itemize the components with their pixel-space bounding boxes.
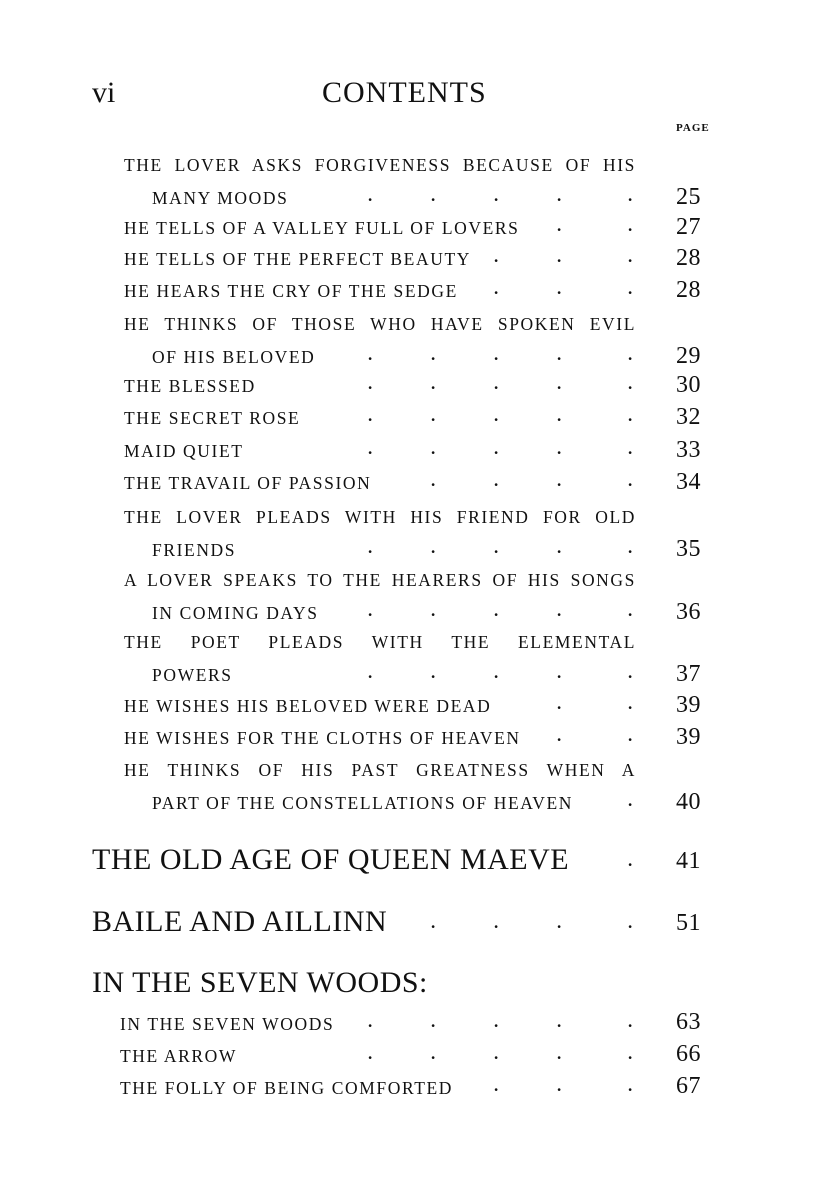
- entry-page-number: 28: [676, 277, 701, 303]
- entry-page-number: 30: [676, 372, 701, 398]
- sub-entry-title: IN THE SEVEN WOODS: [120, 1014, 335, 1034]
- entry-page-number: 37: [676, 660, 701, 687]
- entry-page-number: 34: [676, 469, 701, 495]
- entry-title: THE TRAVAIL OF PASSION: [124, 473, 372, 493]
- entry-title-continuation: MANY MOODS: [152, 187, 289, 208]
- entry-title: HE TELLS OF THE PERFECT BEAUTY: [124, 249, 471, 269]
- entry-title: HE THINKS OF HIS PAST GREATNESS WHEN A: [124, 760, 636, 780]
- page-column-label: PAGE: [676, 122, 710, 134]
- entry-page-number: 33: [676, 437, 701, 463]
- contents-page: vi CONTENTS PAGE THE LOVER ASKS FORGIVENESS BECAUSE OF HIS MANY MOODS . . . . . 25 HE TELLS OF A VALLEY FULL OF LOVERS . . 27 HE TELLS OF THE PERFECT BEAUTY . . . 28 HE HEARS THE CRY OF THE SEDGE . . . 28 HE THINKS OF THOSE WHO HAVE SPOKEN EVIL OF HIS BELOVED . . . . . 29 THE BLESSED . . . . . 30 THE SECRET ROSE . . . . . 32 MAID QUIET . . . . . 33 THE TRAVAIL OF PASSION . . . . 34 THE LOVER PLEADS WITH HIS FRIEND FOR OLD FRIENDS . . . . . 35 A LOVER SPEAKS TO THE HEARERS OF HIS SONGS IN COMING DAYS . . . . . 36 THE POET PLEADS WITH THE ELEMENTAL POWERS . . . . . 37 HE WISHES HIS BELOVED WERE DEAD . . 39 HE WISHES FOR THE CLOTHS OF HEAVEN . . 39 HE THINKS OF HIS PAST GREATNESS WHEN A PART OF THE CONSTELLATIONS OF HEAVEN . 40 THE OLD AGE OF QUEEN MAEVE . 41 BAILE AND AILLINN . . . . 51 IN THE SEVEN WOODS: IN THE SEVEN WOODS . . . . . 63 THE ARROW . . . . . 66 THE FOLLY OF BEING COMFORTED . . . 67: [92, 76, 710, 1099]
- entry-page-number: 39: [676, 692, 701, 718]
- entry-title-continuation: OF HIS BELOVED: [152, 346, 316, 367]
- sub-entry-title: THE FOLLY OF BEING COMFORTED: [120, 1078, 454, 1098]
- entry-page-number: 29: [676, 342, 701, 369]
- entry-page-number: 28: [676, 245, 701, 271]
- entry-title: THE SECRET ROSE: [124, 408, 301, 428]
- entry-title: MAID QUIET: [124, 441, 244, 461]
- entry-title-continuation: FRIENDS: [152, 539, 237, 560]
- sub-entry-page-number: 63: [676, 1009, 701, 1035]
- sub-entry-title: THE ARROW: [120, 1046, 237, 1066]
- entry-title-continuation: PART OF THE CONSTELLATIONS OF HEAVEN: [152, 792, 574, 813]
- entry-title: THE LOVER ASKS FORGIVENESS BECAUSE OF HIS: [124, 155, 636, 175]
- entry-page-number: 39: [676, 724, 701, 750]
- entry-page-number: 40: [676, 788, 701, 815]
- entry-page-number: 27: [676, 214, 701, 240]
- page-number: vi: [92, 76, 116, 109]
- entry-title: A LOVER SPEAKS TO THE HEARERS OF HIS SONGS: [124, 570, 636, 590]
- entry-page-number: 25: [676, 183, 701, 210]
- entry-title: THE POET PLEADS WITH THE ELEMENTAL: [124, 632, 636, 652]
- entry-title: HE THINKS OF THOSE WHO HAVE SPOKEN EVIL: [124, 314, 636, 334]
- page-title: CONTENTS: [322, 76, 487, 109]
- sub-entry-page-number: 67: [676, 1073, 701, 1099]
- entry-title: THE BLESSED: [124, 376, 256, 396]
- entry-title: HE HEARS THE CRY OF THE SEDGE: [124, 281, 458, 301]
- section-page-number: 51: [676, 910, 701, 936]
- entry-page-number: 36: [676, 598, 701, 625]
- section-page-number: 41: [676, 848, 701, 874]
- section-title: BAILE AND AILLINN: [92, 905, 388, 938]
- entry-title: HE TELLS OF A VALLEY FULL OF LOVERS: [124, 218, 520, 238]
- entry-title-continuation: IN COMING DAYS: [152, 602, 319, 623]
- section-title: THE OLD AGE OF QUEEN MAEVE: [92, 843, 570, 876]
- section-title: IN THE SEVEN WOODS:: [92, 966, 428, 999]
- entry-page-number: 32: [676, 404, 701, 430]
- entry-title: HE WISHES FOR THE CLOTHS OF HEAVEN: [124, 728, 521, 748]
- entry-title: HE WISHES HIS BELOVED WERE DEAD: [124, 696, 492, 716]
- entry-title-continuation: POWERS: [152, 664, 233, 685]
- entry-title: THE LOVER PLEADS WITH HIS FRIEND FOR OLD: [124, 507, 636, 527]
- sub-entry-page-number: 66: [676, 1041, 701, 1067]
- entry-page-number: 35: [676, 535, 701, 562]
